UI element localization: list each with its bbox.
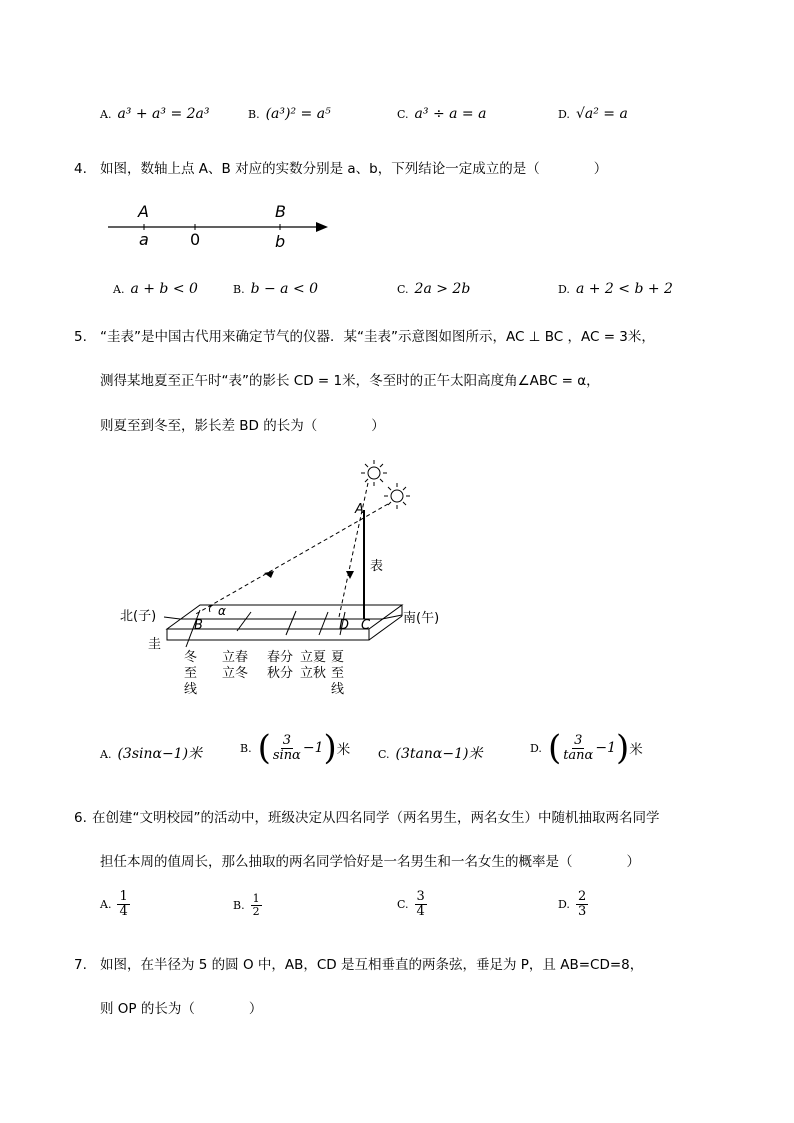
point-C: C [361,618,371,633]
svg-text:立冬: 立冬 [222,666,249,681]
point-D: D [339,618,350,633]
svg-text:至: 至 [184,666,198,681]
q4-option-b: B. b − a < 0 [233,281,319,297]
q4-option-c: C. 2a > 2b [397,281,471,297]
q4-option-a: A. a + b < 0 [113,281,198,297]
svg-text:立夏: 立夏 [300,650,327,665]
q3-option-d: D. √a² = a [558,106,628,122]
q4-number-line [104,198,336,254]
sun-icon [384,483,410,509]
angle-alpha: α [218,604,226,618]
label-south: 南(午) [403,611,440,626]
q6-line-1: 6. 在创建“文明校园”的活动中，班级决定从四名同学（两名男生，两名女生）中随机抽取两名同学 [74,810,660,826]
q5-gui-biao-figure [110,455,460,705]
q6-line-2: 担任本周的值周长，那么抽取的两名同学恰好是一名男生和一名女生的概率是（ ） [100,854,640,870]
q5-option-c: C. (3tanα−1)米 [378,746,483,762]
point-A: A [355,502,364,517]
q6-option-a: A. $\frac{1}{4}$ [100,889,128,919]
svg-text:冬: 冬 [184,650,198,665]
q5-option-a: A. (3sinα−1)米 [100,746,203,762]
q5-option-b: B. ( $\frac{3}{\sin\alpha}$ −1 ) 米 [240,728,351,768]
q6-option-c: C. $\frac{3}{4}$ [397,889,425,919]
q3-option-a: A. a³ + a³ = 2a³ [100,106,210,122]
q5-line-2: 测得某地夏至正午时“表”的影长 CD = 1米，冬至时的正午太阳高度角∠ABC = α， [100,373,600,389]
q5-line-1: 5. “圭表”是中国古代用来确定节气的仪器．某“圭表”示意图如图所示，AC ⊥ BC ，AC = 3米， [74,329,655,345]
svg-text:夏: 夏 [331,650,345,665]
point-B: B [194,618,203,633]
sun-icon [361,460,387,486]
svg-text:立春: 立春 [222,650,249,665]
q6-option-d: D. $\frac{2}{3}$ [558,889,587,919]
q3-option-c: C. a³ ÷ a = a [397,106,487,122]
svg-text:春分: 春分 [267,650,294,665]
label-A: A [138,202,149,221]
q3-option-b: B. (a³)² = a⁵ [248,106,331,122]
label-gui: 圭 [148,637,162,652]
svg-text:立秋: 立秋 [300,666,327,681]
svg-text:线: 线 [331,682,345,697]
q7-line-1: 7. 如图，在半径为 5 的圆 O 中，AB，CD 是互相垂直的两条弦，垂足为 P，且 AB=CD=8， [74,957,644,973]
tick-a: a [139,230,149,249]
q5-line-3: 则夏至到冬至，影长差 BD 的长为（ ） [100,418,385,434]
svg-text:线: 线 [184,682,198,697]
tick-b: b [275,232,286,251]
q5-option-d: D. ( $\frac{3}{\tan\alpha}$ −1 ) 米 [530,728,643,768]
label-B: B [275,202,286,221]
q4-stem: 4. 如图，数轴上点 A、B 对应的实数分别是 a、b，下列结论一定成立的是（ ） [74,161,608,177]
svg-text:至: 至 [331,666,345,681]
q6-option-b: B. $\frac{1}{2}$ [233,892,260,918]
q4-option-d: D. a + 2 < b + 2 [558,281,673,297]
tick-0: 0 [190,230,201,249]
label-biao: 表 [370,559,384,574]
label-north: 北(子) [120,609,157,624]
svg-text:秋分: 秋分 [267,666,294,681]
q7-line-2: 则 OP 的长为（ ） [100,1001,263,1017]
